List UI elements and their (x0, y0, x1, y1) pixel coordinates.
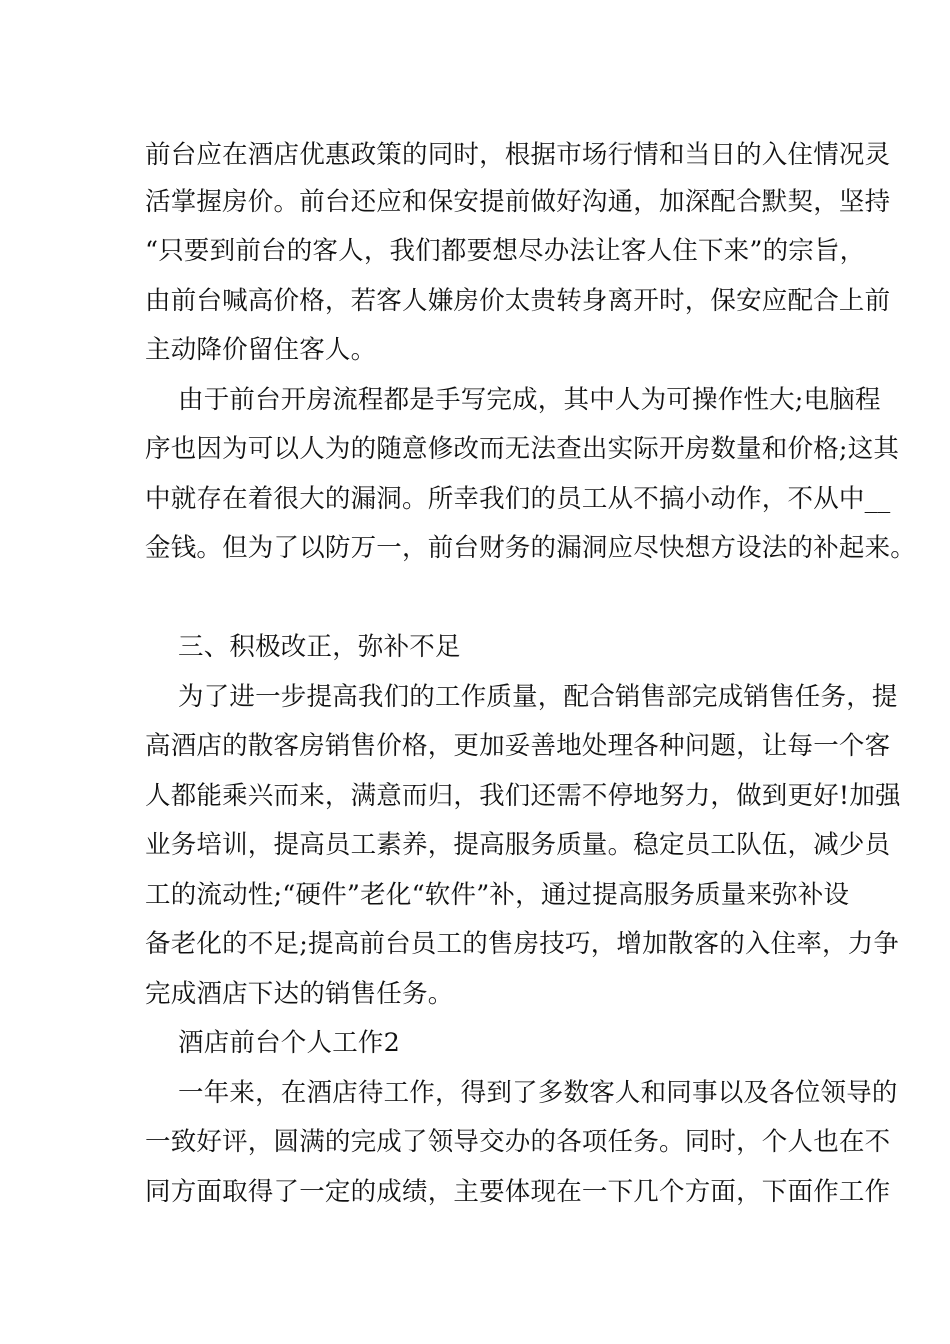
section-heading: 酒店前台个人工作2 (178, 1028, 401, 1058)
text-line: 备老化的不足;提高前台员工的售房技巧，增加散客的入住率，力争 (145, 929, 900, 959)
section-heading: 三、积极改正，弥补不足 (178, 632, 461, 662)
text-line: 完成酒店下达的销售任务。 (145, 979, 454, 1009)
text-line: 一致好评，圆满的完成了领导交办的各项任务。同时，个人也在不 (145, 1127, 891, 1157)
text-line: 同方面取得了一定的成绩，主要体现在一下几个方面，下面作工作 (145, 1177, 891, 1207)
text-line: 高酒店的散客房销售价格，更加妥善地处理各种问题，让每一个客 (145, 731, 891, 761)
text-line: 工的流动性;“硬件”老化“软件”补，通过提高服务质量来弥补设 (145, 880, 850, 910)
text-line: 序也因为可以人为的随意修改而无法查出实际开房数量和价格;这其 (145, 434, 900, 464)
text-line: 一年来，在酒店待工作，得到了多数客人和同事以及各位领导的 (178, 1078, 898, 1108)
text-line: 由前台喊高价格，若客人嫌房价太贵转身离开时，保安应配合上前 (145, 286, 891, 316)
text-line: 活掌握房价。前台还应和保安提前做好沟通，加深配合默契，坚持 (145, 187, 891, 217)
text-line: 主动降价留住客人。 (145, 335, 377, 365)
text-line: 人都能乘兴而来，满意而归，我们还需不停地努力，做到更好!加强 (145, 781, 901, 811)
text-line: 业务培训，提高员工素养，提高服务质量。稳定员工队伍，减少员 (145, 830, 891, 860)
text-line: 前台应在酒店优惠政策的同时，根据市场行情和当日的入住情况灵 (145, 140, 891, 170)
text-line: “只要到前台的客人，我们都要想尽办法让客人住下来”的宗旨， (145, 236, 866, 266)
text-line: 由于前台开房流程都是手写完成，其中人为可操作性大;电脑程 (178, 385, 881, 415)
text-line: 金钱。但为了以防万一，前台财务的漏洞应尽快想方设法的补起来。 (145, 533, 917, 563)
text-line: 中就存在着很大的漏洞。所幸我们的员工从不搞小动作，不从中__ (145, 484, 891, 514)
text-line: 为了进一步提高我们的工作质量，配合销售部完成销售任务，提 (178, 682, 898, 712)
